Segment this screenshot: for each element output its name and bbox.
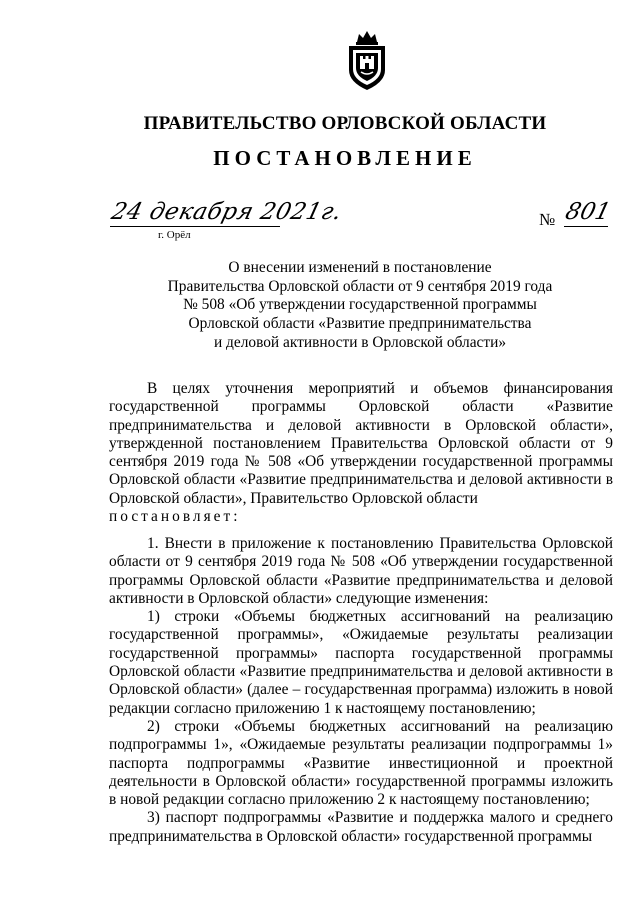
item-1-3: 3) паспорт подпрограммы «Развитие и поддержка малого и среднего предпринимательства в Орловской области» государственной программы	[109, 809, 613, 845]
item-1: 1. Внести в приложение к постановлению Правительства Орловской области от 9 сентября 2019 года № 508 «Об утверждении государственной программы Орловской области «Развитие предпринимательства и деловой активности в Орловской области» следующие изменения:	[109, 535, 613, 607]
decree-items	[109, 535, 613, 846]
subject-line: Орловской области «Развитие предпринимательства	[188, 315, 532, 333]
organization-title: ПРАВИТЕЛЬСТВО ОРЛОВСКОЙ ОБЛАСТИ	[143, 113, 547, 134]
item-1-1: 1) строки «Объемы бюджетных ассигнований на реализацию государственной программы», «Ожидаемые результаты реализации государственной программы» паспорта государственной программы Орловской области «Развитие предпринимательства и деловой активности в Орловской области» (далее – государственная программа) изложить в новой редакции согласно приложению 1 к настоящему постановлению;	[109, 608, 613, 717]
coat-of-arms-icon	[345, 28, 389, 92]
date-underline	[110, 226, 280, 227]
decree-subject	[100, 259, 620, 353]
preamble-paragraph: В целях уточнения мероприятий и объемов финансирования государственной программы Орловской области «Развитие предпринимательства и деловой активности в Орловской области», утвержденной постановлением Правительства Орловской области от 9 сентября 2019 года № 508 «Об утверждении государственной программы Орловской области «Развитие предпринимательства и деловой активности в Орловской области», Правительство Орловской области	[109, 380, 613, 507]
handwritten-date: 24 декабря 2021г.	[108, 199, 345, 225]
document-type-title: ПОСТАНОВЛЕНИЕ	[213, 146, 477, 170]
subject-line: О внесении изменений в постановление	[228, 259, 492, 276]
subject-line: Правительства Орловской области от 9 сентября 2019 года	[167, 277, 553, 295]
decree-verb: постановляет:	[109, 508, 241, 526]
preamble	[109, 380, 613, 526]
number-underline	[564, 226, 608, 227]
subject-line: № 508 «Об утверждении государственной программы	[183, 296, 537, 314]
item-1-2: 2) строки «Объемы бюджетных ассигнований на реализацию подпрограммы 1», «Ожидаемые результаты реализации подпрограммы 1» паспорта подпрограммы «Развитие инвестиционной и проектной деятельности в Орловской области» государственной программы изложить в новой редакции согласно приложению 2 к настоящему постановлению;	[109, 717, 613, 809]
handwritten-number: 801	[562, 199, 614, 225]
number-label: №	[539, 210, 556, 229]
subject-line: и деловой активности в Орловской области»	[213, 333, 507, 351]
city-label: г. Орёл	[158, 229, 191, 241]
